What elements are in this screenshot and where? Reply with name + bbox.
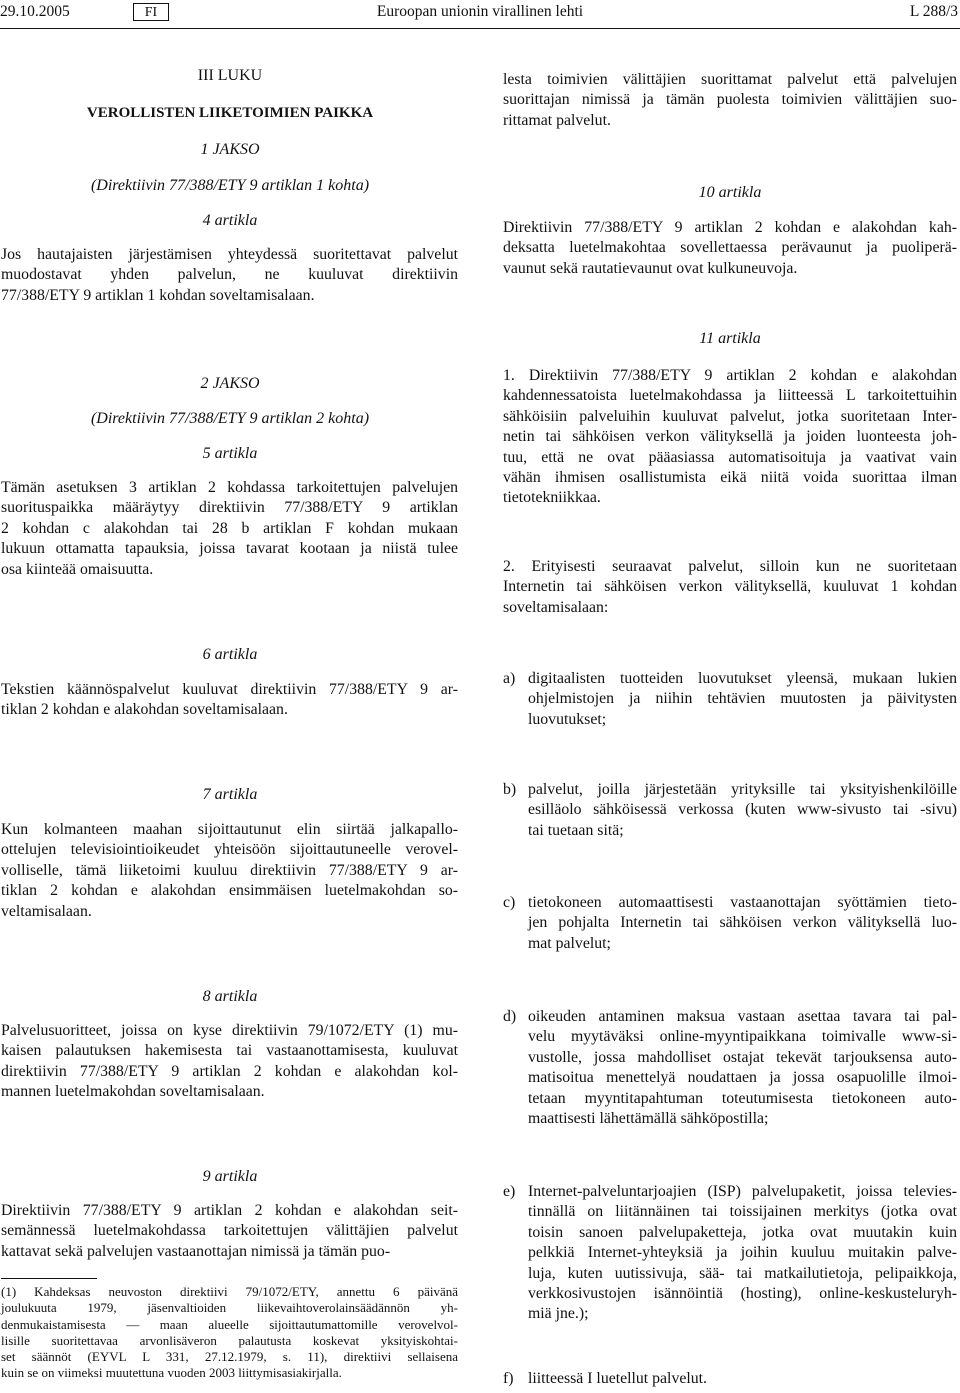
list-item-text	[528, 1007, 957, 1129]
article-8-text	[1, 1021, 458, 1103]
list-item-text	[528, 669, 957, 730]
text-line: joulukuuta 1979, jäsenvaltioiden liikevaihtoverolainsäädännön yh-	[1, 1300, 458, 1316]
text-line: set säännöt (EYVL L 331, 27.12.1979, s. 11), direktiivi sellaisena	[1, 1349, 458, 1365]
text-line: maattisesti lähettämällä sähköpostilla;	[528, 1110, 769, 1128]
list-item-label: a)	[503, 670, 516, 687]
list-item-text	[528, 780, 957, 841]
text-line: 2 kohdan c alakohdan tai 28 b artiklan F kohdan mukaan	[1, 519, 458, 537]
text-line: suorituspaikka määräytyy direktiivin 77/388/ETY 9 artiklan	[1, 499, 458, 517]
text-line: velu myytäväksi online-myyntipaikkana toimivalle www-si-	[528, 1028, 957, 1046]
journal-title: Euroopan unionin virallinen lehti	[376, 3, 584, 20]
article-9-continuation	[503, 70, 957, 131]
text-line: soveltamisalaan:	[503, 598, 609, 616]
text-line: Kun kolmanteen maahan sijoittautunut elin siirtää jalkapallo-	[1, 821, 458, 838]
text-line: sähköisiin palveluihin kuuluvat palvelut, jotka suoritetaan Inter-	[503, 407, 957, 425]
article-11-paragraph-2	[503, 557, 957, 618]
footnote	[1, 1284, 458, 1382]
text-line: tiklan 2 kohdan e alakohdan soveltamisalaan.	[1, 701, 288, 719]
text-line: oikeuden antaminen maksua vastaan asettaa tavara tai pal-	[528, 1008, 957, 1025]
text-line: tetaan myyntitapahtuman toteutumisesta tietokoneen auto-	[528, 1089, 957, 1107]
text-line: esilläolo sähköisessä verkossa (kuten www-sivusto tai -sivu)	[528, 801, 957, 819]
list-item-text	[528, 893, 957, 954]
text-line: mat palvelut;	[528, 934, 611, 952]
header-rule	[0, 28, 960, 29]
text-line: mannen luetelmakohdan soveltamisalaan.	[1, 1083, 265, 1101]
article-5-text	[1, 478, 458, 580]
text-line: lukuun ottamatta tapauksia, joissa tavarat kootaan ja niistä tulee	[1, 540, 458, 558]
page-number: L 288/3	[909, 3, 958, 20]
text-line: tuu, että ne ovat pääasiassa automatisoituja ja vaativat vain	[503, 448, 957, 466]
chapter-title: VEROLLISTEN LIIKETOIMIEN PAIKKA	[86, 105, 374, 121]
list-item-text	[528, 1182, 957, 1325]
text-line: rittamat palvelut.	[503, 111, 611, 129]
article-11-title: 11 artikla	[699, 330, 761, 347]
article-10-text	[503, 218, 957, 279]
text-line: tinnällä on liitännäinen tai toissijainen merkitys (jotka ovat	[528, 1203, 957, 1221]
text-line: liitteessä I luetellut palvelut.	[528, 1370, 707, 1387]
text-line: kahdennessatoista luetelmakohdassa ja liitteessä L tarkoitettuihin	[503, 387, 957, 405]
article-4-text	[1, 245, 458, 306]
list-item-label: f)	[503, 1370, 514, 1387]
section-1-subtitle: (Direktiivin 77/388/ETY 9 artiklan 1 kohta)	[90, 177, 370, 194]
article-6-title: 6 artikla	[202, 646, 258, 663]
text-line: kaisen palautuksen hakemisesta tai vastaanottamisesta, kuuluvat	[1, 1042, 458, 1060]
text-line: Internetin tai sähköisen verkon välityksellä, kuuluvat 1 kohdan	[503, 578, 957, 596]
list-item-label: e)	[503, 1183, 516, 1200]
footnote-rule	[1, 1278, 97, 1279]
article-7-title: 7 artikla	[202, 786, 258, 803]
text-line: pelkkiä Internet-yhteyksiä ja joihin kuuluu muitakin palve-	[528, 1244, 957, 1262]
text-line: tiklan 2 kohdan e alakohdan ensimmäisen luetelmakohdan so-	[1, 882, 458, 900]
section-1-title: 1 JAKSO	[200, 141, 260, 158]
text-line: volliselle, tämä liiketoimi kuuluu direktiivin 77/388/ETY 9 ar-	[1, 861, 458, 879]
list-item-label: b)	[503, 781, 517, 798]
list-item-label: c)	[503, 894, 516, 911]
section-2-subtitle: (Direktiivin 77/388/ETY 9 artiklan 2 kohta)	[90, 410, 370, 427]
list-item-label: d)	[503, 1008, 517, 1025]
text-line: Jos hautajaisten järjestämisen yhteydessä suoritettavat palvelut	[1, 246, 458, 263]
text-line: osa kiinteää omaisuutta.	[1, 560, 154, 578]
text-line: Internet-palveluntarjoajien (ISP) palvelupaketit, joissa televies-	[528, 1183, 957, 1200]
text-line: jen pohjalta Internetin tai sähköisen verkon välityksellä luo-	[528, 914, 957, 932]
text-line: toisin sanoen palvelupaketteja, jotka ovat muutakin kuin	[528, 1223, 957, 1241]
text-line: palvelut, joilla järjestetään yrityksille tai yksityishenkilöille	[528, 781, 957, 798]
text-line: vähän ihmisen osallistumista eikä niitä voida suorittaa ilman	[503, 469, 957, 487]
header-date: 29.10.2005	[0, 3, 70, 20]
text-line: 2. Erityisesti seuraavat palvelut, silloin kun ne suoritetaan	[503, 558, 957, 575]
text-line: Tekstien käännöspalvelut kuuluvat direktiivin 77/388/ETY 9 ar-	[1, 681, 458, 698]
article-5-title: 5 artikla	[202, 445, 258, 462]
text-line: suorittajan nimissä ja tämän puolesta toimivien välittäjien suo-	[503, 91, 957, 109]
text-line: ohjelmistojen ja niihin tehtävien muutosten ja päivitysten	[528, 690, 957, 708]
text-line: verkkosivustojen isännöintiä (hosting), online-keskusteluryh-	[528, 1285, 957, 1303]
text-line: muodostavat yhden palvelun, ne kuuluvat direktiivin	[1, 266, 458, 284]
article-9-title: 9 artikla	[202, 1168, 258, 1185]
list-item-text	[528, 1369, 957, 1389]
text-line: luja, kuten uutissivuja, sää- tai matkailutietoja, pelipaikkoja,	[528, 1264, 957, 1282]
text-line: netin tai sähköisen verkon välityksellä ja joiden luonteesta joh-	[503, 428, 957, 446]
text-line: 77/388/ETY 9 artiklan 1 kohdan soveltamisalaan.	[1, 286, 315, 304]
section-2-title: 2 JAKSO	[200, 375, 260, 392]
text-line: lesta toimivien välittäjien suorittamat palvelut että palvelujen	[503, 71, 957, 88]
text-line: tai tuetaan sitä;	[528, 821, 624, 839]
article-8-title: 8 artikla	[202, 988, 258, 1005]
text-line: direktiivin 77/388/ETY 9 artiklan 2 kohdan e alakohdan kol-	[1, 1062, 458, 1080]
text-line: (1) Kahdeksas neuvoston direktiivi 79/1072/ETY, annettu 6 päivänä	[1, 1284, 458, 1299]
article-10-title: 10 artikla	[698, 184, 762, 201]
language-badge: FI	[133, 3, 169, 21]
text-line: tietotekniikkaa.	[503, 489, 601, 507]
text-line: 1. Direktiivin 77/388/ETY 9 artiklan 2 kohdan e alakohdan	[503, 367, 957, 384]
text-line: vustolle, jossa mahdolliset ostajat tekevät tarjouksensa auto-	[528, 1048, 957, 1066]
text-line: ottelujen televisiointioikeudet yhteisöön sijoittautuneelle verovel-	[1, 841, 458, 859]
text-line: kuin se on viimeksi muutettuna vuoden 2003 liittymisasiakirjalla.	[1, 1365, 342, 1381]
article-4-title: 4 artikla	[202, 212, 258, 229]
text-line: luovutukset;	[528, 710, 607, 728]
text-line: semännessä luetelmakohdassa tarkoitettujen välittäjien palvelut	[1, 1222, 458, 1240]
text-line: digitaalisten tuotteiden luovutukset yleensä, mukaan lukien	[528, 670, 957, 687]
text-line: vaunut sekä rautatievaunut ovat kulkuneuvoja.	[503, 259, 798, 277]
text-line: denmukaistamisesta — maan alueelle sijoittautumattomille verovelvol-	[1, 1316, 458, 1332]
text-line: Tämän asetuksen 3 artiklan 2 kohdassa tarkoitettujen palvelujen	[1, 479, 458, 496]
article-11-paragraph-1	[503, 366, 957, 509]
article-7-text	[1, 820, 458, 922]
text-line: matisoitua menettelyä noudattaen ja jossa osapuolille ilmoi-	[528, 1069, 957, 1087]
article-9-text	[1, 1201, 458, 1262]
text-line: miä jne.);	[528, 1305, 589, 1323]
text-line: Direktiivin 77/388/ETY 9 artiklan 2 kohdan e alakohdan seit-	[1, 1202, 458, 1219]
text-line: Direktiivin 77/388/ETY 9 artiklan 2 kohdan e alakohdan kah-	[503, 219, 957, 236]
text-line: veltamisalaan.	[1, 902, 92, 920]
text-line: deksatta luetelmakohtaa sovellettaessa perävaunut ja puoliperä-	[503, 239, 957, 257]
text-line: tietokoneen automaattisesti vastaanottajan syöttämien tieto-	[528, 894, 957, 911]
article-6-text	[1, 680, 458, 721]
text-line: lisille suoritettavaa arvonlisäveron palautusta koskevat yksityiskohtai-	[1, 1332, 458, 1348]
chapter-heading: III LUKU	[197, 67, 263, 84]
text-line: Palvelusuoritteet, joissa on kyse direktiivin 79/1072/ETY (1) mu-	[1, 1022, 458, 1039]
text-line: kattavat sekä palvelujen vastaanottajan nimissä ja tämän puo-	[1, 1242, 391, 1260]
